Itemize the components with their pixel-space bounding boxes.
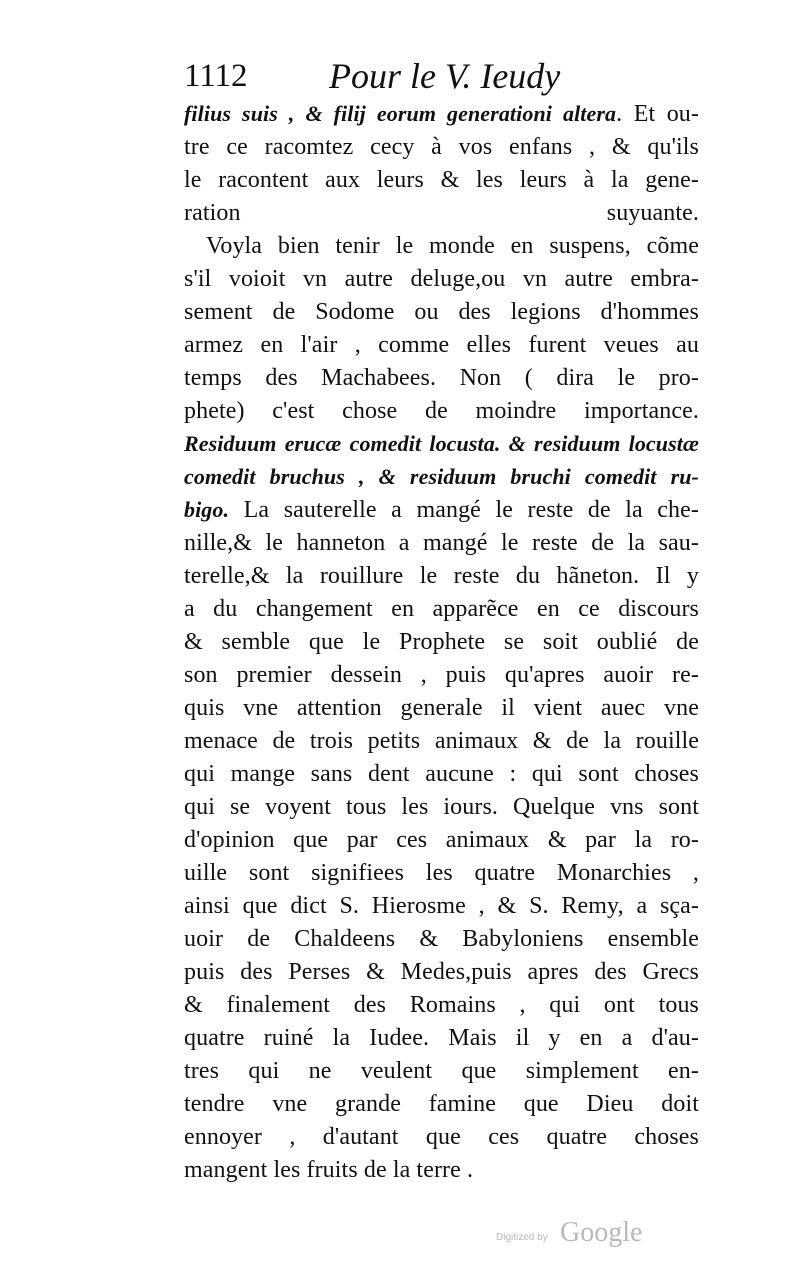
text-line [184, 691, 699, 725]
line-text: qui se voyent tous les iours. Quelque vns sont [184, 794, 699, 820]
text-line [184, 625, 699, 659]
digitized-by-watermark [496, 1216, 666, 1252]
line-text: tendre vne grande famine que Dieu doit [184, 1091, 699, 1117]
text-line [184, 196, 699, 230]
text-line [184, 1054, 699, 1088]
text-line [184, 1087, 699, 1121]
latin-quotation: filius suis , & filij eorum generationi altera [184, 101, 617, 126]
text-line: mangent les fruits de la terre . [184, 1157, 474, 1183]
line-text: uoir de Chaldeens & Babyloniens ensemble [184, 926, 699, 952]
body-text [184, 97, 700, 1183]
text-line [206, 229, 699, 263]
latin-quotation: Residuum erucæ comedit locusta. & residuum locustæ [184, 431, 699, 456]
page-header [184, 54, 704, 98]
line-text: tre ce racomtez cecy à vos enfans , & qu'ils [184, 134, 699, 160]
text-line [184, 427, 699, 461]
text-line [184, 262, 699, 296]
line-text: d'opinion que par ces animaux & par la ro- [184, 827, 699, 853]
line-text: & semble que le Prophete se soit oublié de [184, 629, 699, 655]
line-text: son premier dessein , puis qu'apres auoir re- [184, 662, 699, 688]
text-line [184, 790, 699, 824]
line-text: La sauterelle a mangé le reste de la che- [229, 497, 699, 523]
line-text: a du changement en apparẽce en ce discours [184, 596, 699, 622]
line-text: temps des Machabees. Non ( dira le pro- [184, 365, 699, 391]
text-line [184, 493, 699, 527]
text-line [184, 922, 699, 956]
google-logo: Google [560, 1217, 643, 1248]
text-line [184, 328, 699, 362]
text-line [184, 823, 699, 857]
page-number: 1112 [184, 58, 248, 94]
line-text: & finalement des Romains , qui ont tous [184, 992, 699, 1018]
text-line [184, 724, 699, 758]
line-text: sement de Sodome ou des legions d'hommes [184, 299, 699, 325]
line-text: le racontent aux leurs & les leurs à la gene- [184, 167, 699, 193]
text-line [184, 889, 699, 923]
text-line [184, 592, 699, 626]
latin-quotation: comedit bruchus , & residuum bruchi comedit ru- [184, 464, 699, 489]
text-line [184, 460, 699, 494]
line-text: nille,& le hanneton a mangé le reste de la sau- [184, 530, 699, 556]
line-text: . Et ou- [616, 101, 700, 127]
text-line [184, 955, 699, 989]
text-line [184, 163, 699, 197]
line-text: qui mange sans dent aucune : qui sont choses [184, 761, 699, 787]
text-line [184, 295, 699, 329]
line-text: Voyla bien tenir le monde en suspens, cõme [206, 233, 699, 259]
text-line [184, 130, 699, 164]
line-text: tres qui ne veulent que simplement en- [184, 1058, 699, 1084]
line-text: menace de trois petits animaux & de la rouille [184, 728, 699, 754]
text-line [184, 394, 699, 428]
running-title: Pour le V. Ieudy [329, 56, 561, 96]
line-text: puis des Perses & Medes,puis apres des Grecs [184, 959, 699, 985]
latin-quotation: bigo. [184, 497, 230, 522]
line-text: phete) c'est chose de moindre importance. [184, 398, 699, 424]
text-line [184, 526, 699, 560]
text-line: ennoyer , d'autant que ces quatre choses [184, 1124, 699, 1150]
text-line [184, 988, 699, 1022]
text-line [184, 559, 699, 593]
line-text: quis vne attention generale il vient auec vne [184, 695, 699, 721]
line-text: ainsi que dict S. Hierosme , & S. Remy, a sça- [184, 893, 699, 919]
text-line [184, 97, 699, 131]
watermark-caption: Digitized by [496, 1232, 548, 1243]
text-line [184, 361, 699, 395]
text-line [184, 757, 699, 791]
text-line [184, 1021, 699, 1055]
line-text: s'il voioit vn autre deluge,ou vn autre embra- [184, 266, 699, 292]
line-text: uille sont signifiees les quatre Monarchies , [184, 860, 699, 886]
line-text: terelle,& la rouillure le reste du hãneton. Il y [184, 563, 699, 589]
line-text: ration suyuante. [184, 200, 699, 226]
text-line [184, 658, 699, 692]
line-text: armez en l'air , comme elles furent veues au [184, 332, 699, 358]
text-line [184, 856, 699, 890]
line-text: quatre ruiné la Iudee. Mais il y en a d'au- [184, 1025, 699, 1051]
